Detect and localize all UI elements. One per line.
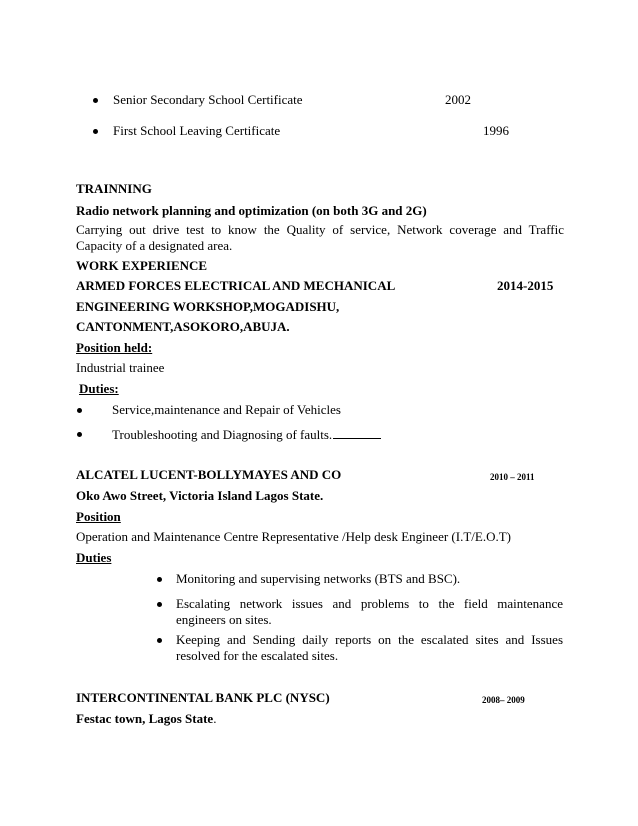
duty-item: Service,maintenance and Repair of Vehicles bbox=[112, 402, 341, 417]
training-heading: TRAINNING bbox=[76, 181, 152, 196]
duties-heading: Duties: bbox=[79, 381, 119, 396]
bullet-icon bbox=[157, 638, 162, 643]
duty-item: Troubleshooting and Diagnosing of faults. bbox=[112, 426, 381, 443]
job-company: CANTONMENT,ASOKORO,ABUJA. bbox=[76, 319, 290, 334]
duty-item: Keeping and Sending daily reports on the escalated sites and Issues resolved for the escalated sites. bbox=[176, 632, 563, 663]
education-item-year: 2002 bbox=[445, 92, 471, 107]
job-company: INTERCONTINENTAL BANK PLC (NYSC) bbox=[76, 690, 330, 705]
job-company: ARMED FORCES ELECTRICAL AND MECHANICAL bbox=[76, 278, 396, 293]
bullet-icon bbox=[77, 408, 82, 413]
position-text: Operation and Maintenance Centre Representative /Help desk Engineer (I.T/E.O.T) bbox=[76, 529, 511, 544]
duty-item: Monitoring and supervising networks (BTS and BSC). bbox=[176, 571, 461, 586]
job-company: ENGINEERING WORKSHOP,MOGADISHU, bbox=[76, 299, 340, 314]
bullet-icon bbox=[93, 129, 98, 134]
job-location: Festac town, Lagos State. bbox=[76, 711, 217, 726]
training-description: Carrying out drive test to know the Quality of service, Network coverage and Traffic Capacity of a designated area. bbox=[76, 222, 564, 253]
training-course: Radio network planning and optimization (on both 3G and 2G) bbox=[76, 203, 427, 218]
job-location: Oko Awo Street, Victoria Island Lagos State. bbox=[76, 488, 324, 503]
job-dates: 2014-2015 bbox=[497, 278, 554, 293]
duties-heading: Duties bbox=[76, 550, 112, 565]
bullet-icon bbox=[93, 98, 98, 103]
duty-item: Escalating network issues and problems to the field maintenance engineers on sites. bbox=[176, 596, 563, 627]
job-dates: 2008– 2009 bbox=[482, 695, 525, 705]
education-item-label: First School Leaving Certificate bbox=[113, 123, 281, 138]
job-dates: 2010 – 2011 bbox=[490, 472, 535, 482]
bullet-icon bbox=[157, 602, 162, 607]
education-item-label: Senior Secondary School Certificate bbox=[113, 92, 303, 107]
work-heading: WORK EXPERIENCE bbox=[76, 258, 208, 273]
position-text: Industrial trainee bbox=[76, 360, 165, 375]
bullet-icon bbox=[157, 577, 162, 582]
position-heading: Position held: bbox=[76, 340, 153, 355]
bullet-icon bbox=[77, 432, 82, 437]
education-item-year: 1996 bbox=[483, 123, 509, 138]
position-heading: Position bbox=[76, 509, 121, 524]
underline-blank bbox=[333, 426, 381, 439]
job-company: ALCATEL LUCENT-BOLLYMAYES AND CO bbox=[76, 467, 342, 482]
